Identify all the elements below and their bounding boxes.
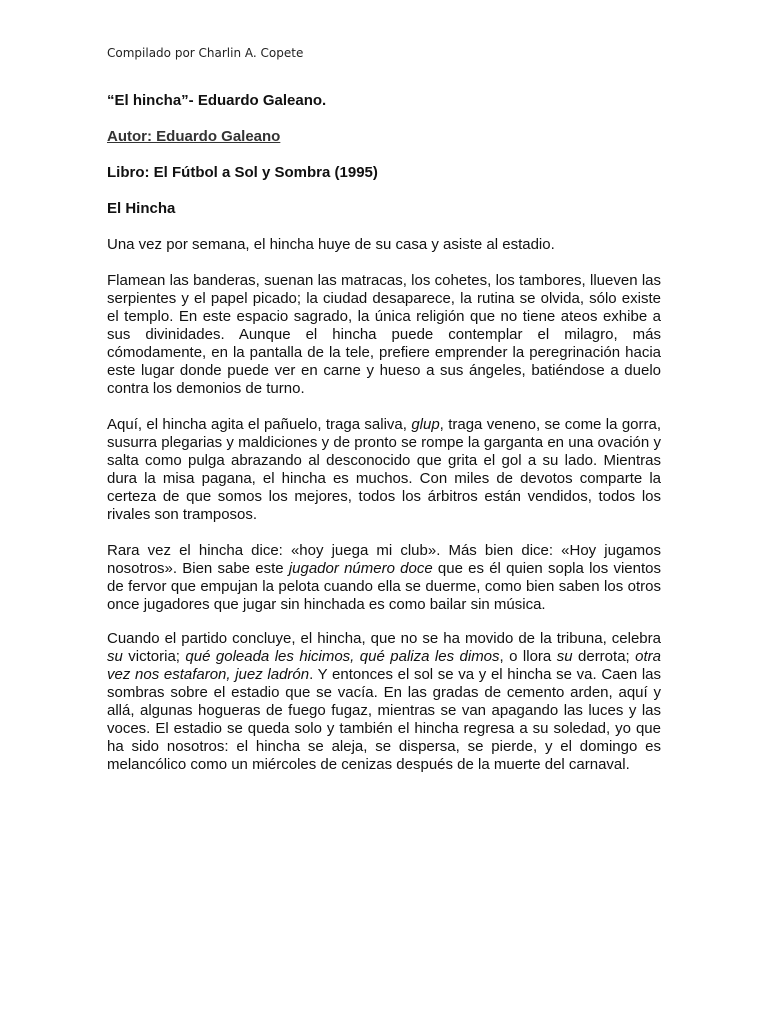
paragraph-5-text-e: , o llora [499, 648, 557, 665]
paragraph-3-text-a: Aquí, el hincha agita el pañuelo, traga saliva, [107, 416, 412, 433]
paragraph-4 [107, 542, 661, 614]
paragraph-5-italic-goleada: qué goleada les hicimos, qué paliza les dimos [185, 648, 500, 665]
paragraph-5-italic-su-1: su [107, 648, 123, 665]
paragraph-2: Flamean las banderas, suenan las matracas, los cohetes, los tambores, llueven las serpientes y el papel picado; la ciudad desaparece, la rutina se olvida, sólo existe el templo. En este espacio sagrado, la única religión que no tiene ateos exhibe a sus divinidades. Aunque el hincha puede contemplar el milagro, más cómodamente, en la pantalla de la tele, prefiere emprender la peregrinación hacia este lugar donde puede ver en carne y hueso a sus ángeles, batiéndose a duelo contra los demonios de turno. [107, 272, 661, 397]
paragraph-5 [107, 630, 661, 774]
document-title: “El hincha”- Eduardo Galeano. [107, 92, 327, 109]
paragraph-3-italic-glup: glup [411, 416, 440, 433]
paragraph-4-italic-jugador: jugador número doce [288, 560, 433, 577]
paragraph-5-italic-estafaron: otra vez nos estafaron, juez ladrón [107, 648, 662, 683]
paragraph-5-italic-su-2: su [556, 648, 573, 665]
paragraph-1: Una vez por semana, el hincha huye de su casa y asiste al estadio. [107, 236, 555, 253]
paragraph-4-text-a: Rara vez el hincha dice: «hoy juega mi club». Más bien dice: «Hoy jugamos nosotros». Bien sabe este [107, 542, 661, 577]
compiled-by-header: Compilado por Charlin A. Copete [107, 46, 304, 60]
paragraph-5-text-g: derrota; [572, 648, 636, 665]
paragraph-5-text-a: Cuando el partido concluye, el hincha, que no se ha movido de la tribuna, celebra [107, 630, 661, 647]
paragraph-3-text-c: , traga veneno, se come la gorra, susurra plegarias y maldiciones y de pronto se rompe la garganta en una ovación y salta como pulga abrazando al desconocido que grita el gol a su lado. Mientras dura la misa pagana, el hincha es muchos. Con miles de devotos comparte la certeza de que somos los mejores, todos los árbitros están vendidos, todos los rivales son tramposos. [107, 416, 661, 523]
paragraph-5-text-i: . Y entonces el sol se va y el hincha se va. Caen las sombras sobre el estadio que se vacía. En las gradas de cemento arden, aquí y allá, algunas hogueras de fuego fugaz, mientras se van apagando las luces y las voces. El estadio se queda solo y también el hincha regresa a su soledad, yo que ha sido nosotros: el hincha se aleja, se dispersa, se pierde, y el domingo es melancólico como un miércoles de cenizas después de la muerte del carnaval. [107, 666, 662, 773]
paragraph-3 [107, 416, 661, 524]
section-title: El Hincha [107, 200, 176, 217]
paragraph-5-text-c: victoria; [122, 648, 186, 665]
paragraph-4-text-c: que es él quien sopla los vientos de fervor que empujan la pelota cuando ella se duerme, como bien saben los otros once jugadores que jugar sin hinchada es como bailar sin música. [107, 560, 661, 613]
book-line: Libro: El Fútbol a Sol y Sombra (1995) [107, 164, 378, 181]
author-line: Autor: Eduardo Galeano [107, 128, 281, 145]
